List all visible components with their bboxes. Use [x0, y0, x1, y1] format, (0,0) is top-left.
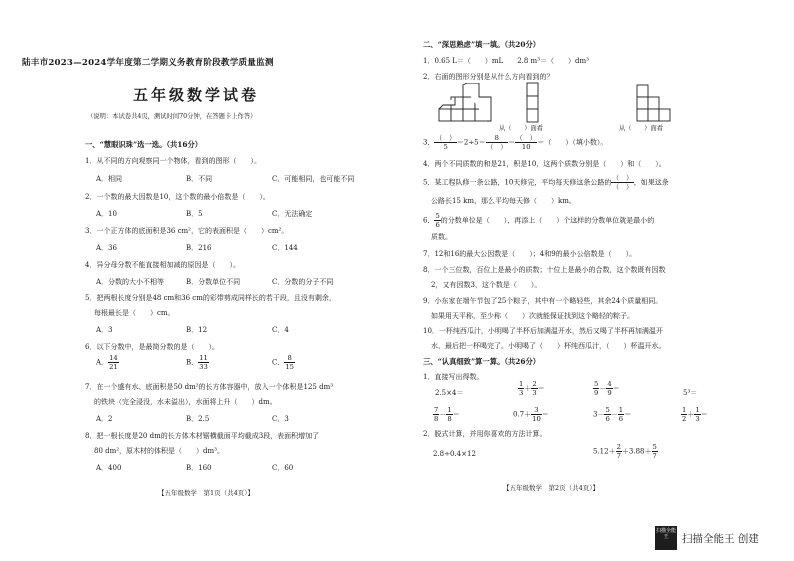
- q4-option-c: C．分数的分子不同: [272, 278, 334, 286]
- calc-instruction-1: 1．直接写出得数。: [423, 373, 484, 381]
- fill-question-2: 2．右面的图形分别是从什么方向看到的？: [423, 73, 554, 81]
- calc-expression-1: 2.8÷0.4×12: [433, 450, 476, 458]
- question-7-line1: 7．在一个盛有水、底面积是50 dm²的长方体容器中，放入一个体积是125 dm³: [85, 383, 334, 391]
- q8-option-b: B．160: [186, 464, 212, 472]
- q1-option-c: C．可能相同，也可能不同: [272, 175, 355, 183]
- question-3: 3．一个正方体的底面积是36 cm²，它的表面积是（ ）cm²。: [85, 227, 289, 235]
- section1-heading: 一、“慧眼识珠”选一选。（共16分）: [85, 140, 203, 149]
- calc-item-7: 3－ $\frac{5}{6}$ － $\frac{1}{6}$ ＝: [593, 406, 632, 423]
- question-7-line2: 的铁块（完全浸没，水未溢出），水面将上升（ ）dm。: [94, 398, 277, 406]
- calc-item-5: $\frac{7}{8}$ － $\frac{1}{8}$ ＝: [434, 406, 460, 423]
- fill-question-5-line2: 公路长15 km，那么平均每天修（ ）km。: [431, 197, 576, 205]
- calc-item-1: 2.5×4＝: [435, 389, 464, 397]
- fill-question-10-line1: 10．一杯纯西瓜汁，小明喝了半杯后加满温开水，然后又喝了半杯再加满温开: [423, 327, 663, 335]
- fill-question-1: 1．0.65 L＝（ ）mL 2.8 m³＝（ ）dm³: [423, 57, 589, 65]
- scanner-watermark: [655, 526, 794, 552]
- view-answer-1: 从（ ）面看: [499, 125, 544, 132]
- q7-option-b: B．2.5: [186, 415, 210, 423]
- q6-option-a: A． $\frac{14}{21}$: [96, 354, 118, 371]
- q2-option-b: B．5: [186, 210, 203, 218]
- calc-instruction-2: 2．脱式计算，并用你喜欢的方法计算。: [423, 430, 547, 438]
- fill-question-4: 4．两个不同质数的和是21，积是10，这两个质数分别是（ ）和（ ）。: [423, 160, 666, 168]
- fill-question-8-line2: 2，又有因数3，这个数是（ ）。: [431, 281, 542, 289]
- calc-expression-2: 5.12＋ $\frac{2}{7}$ ＋3.88＋ $\frac{5}{7}$: [593, 443, 657, 460]
- q7-option-c: C．3: [272, 415, 289, 423]
- fraction: $\frac{11}{33}$: [199, 354, 208, 371]
- question-8-line1: 8．把一根长度是20 dm的长方体木材锯横截面平均截成3段，表面积增加了: [85, 432, 320, 440]
- fill-question-10-line2: 水，最后把一杯喝完了。小明喝了（ ）杯纯西瓜汁，（ ）杯温开水。: [431, 342, 666, 350]
- question-5-line2: 每根最长是（ ）cm。: [94, 309, 175, 317]
- view-answer-2: 从（ ）面看: [619, 125, 664, 132]
- q1-option-a: A．相同: [96, 175, 123, 183]
- q3-option-b: B．216: [186, 244, 212, 252]
- exam-instructions: （说明：本试卷共4页，测试时间70分钟，在答题卡上作答）: [87, 113, 257, 120]
- fraction: $\frac{14}{21}$: [109, 354, 118, 371]
- q3-option-a: A．36: [96, 244, 117, 252]
- question-6: 6．以下分数中，是最简分数的是（ ）。: [85, 343, 219, 351]
- calc-item-3: $\frac{5}{9}$ － $\frac{4}{9}$ ＝: [594, 380, 620, 397]
- q2-option-a: A．10: [96, 210, 117, 218]
- calc-item-4: 5³＝: [683, 389, 698, 397]
- question-1: 1．从不同的方向观察同一个物体，看到的图形（ ）。: [85, 157, 261, 165]
- page-1-footer: 【五年级数学 第1页（共4页）】: [158, 489, 255, 497]
- q4-option-a: A．分数的大小不相等: [96, 278, 165, 286]
- fill-question-8-line1: 8．一个三位数，百位上是最小的质数；十位上是最小的合数，这个数既有因数: [423, 266, 666, 274]
- question-2: 2．一个数的最大因数是10，这个数的最小倍数是（ ）。: [85, 193, 270, 201]
- calc-item-6: 0.7＋ $\frac{3}{10}$ ＝: [513, 406, 549, 423]
- calc-item-8: $\frac{1}{2}$ ＋ $\frac{1}{3}$ ＝: [682, 406, 708, 423]
- calc-item-2: $\frac{1}{3}$ ＋ $\frac{2}{3}$ ＝: [519, 380, 545, 397]
- scanner-logo-icon: 扫描全能王: [655, 526, 677, 550]
- q8-option-a: A．400: [96, 464, 122, 472]
- fill-question-7: 7．12和16的最大公因数是（ ）；4和9的最小公倍数是（ ）。: [423, 250, 637, 258]
- q6-option-c: C． $\frac{8}{15}$: [272, 354, 295, 371]
- q5-option-b: B．12: [186, 326, 208, 334]
- cube-figure-3: [635, 83, 671, 123]
- exam-header: 陆丰市2023—2024学年度第二学期义务教育阶段教学质量监测: [22, 58, 274, 68]
- q4-option-b: B．分数单位不同: [186, 278, 241, 286]
- q5-option-c: C．4: [272, 326, 289, 334]
- q5-option-a: A．3: [96, 326, 113, 334]
- fraction: $\frac{8}{15}$: [285, 354, 295, 371]
- q3-option-c: C．144: [272, 244, 298, 252]
- q6-option-b: B． $\frac{11}{33}$: [186, 354, 208, 371]
- q8-option-c: C．60: [272, 464, 294, 472]
- page-2-footer: 【五年级数学 第2页（共4页）】: [503, 484, 600, 492]
- question-4: 4．异分母分数不能直接相加减的原因是（ ）。: [85, 261, 240, 269]
- cube-figure-1: [437, 83, 497, 123]
- question-8-line2: 80 dm²，原木材的体积是（ ）dm³。: [94, 447, 224, 455]
- fill-question-9-line2: 如果用天平称，至少称（ ）次就能保证找到这个略轻的粽子。: [431, 312, 634, 320]
- watermark-text: 扫描全能王 创建: [682, 533, 759, 545]
- exam-title: 五年级数学试卷: [133, 86, 260, 104]
- section3-heading: 三、“认真细致”算一算。（共26分）: [423, 357, 541, 366]
- fill-question-5-line1: 5．某工程队修一条公路，10天修完，平均每天修这条公路的 $\frac{( )}{( )}$ ，如果这条: [423, 174, 669, 191]
- fill-question-6-line2: 质数。: [431, 233, 452, 241]
- fill-question-3: 3． $\frac{( )}{5}$ ＝2÷5＝ $\frac{8}{( )}$ ＝ $\frac{( )}{10}$ ＝（ ）（填小数）。: [423, 134, 608, 151]
- fill-question-9-line1: 9．小东家在端午节包了25个粽子，其中有一个略轻些，其余24个质量相同。: [423, 297, 663, 305]
- section2-heading: 二、“深思熟虑”填一填。（共20分）: [423, 40, 541, 49]
- fill-question-6-line1: 6． $\frac{5}{6}$ 的分数单位是（ ），再添上（ ）个这样的分数单位就是最小的: [423, 212, 655, 229]
- right-page: [397, 0, 794, 561]
- q7-option-a: A．2: [96, 415, 113, 423]
- q2-option-c: C．无法确定: [272, 210, 313, 218]
- question-5-line1: 5．把两根长度分别是48 cm和36 cm的彩带剪成同样长的若干段，且没有剩余，: [85, 294, 336, 302]
- q1-option-b: B．不同: [186, 175, 213, 183]
- cube-figure-2: [525, 81, 541, 125]
